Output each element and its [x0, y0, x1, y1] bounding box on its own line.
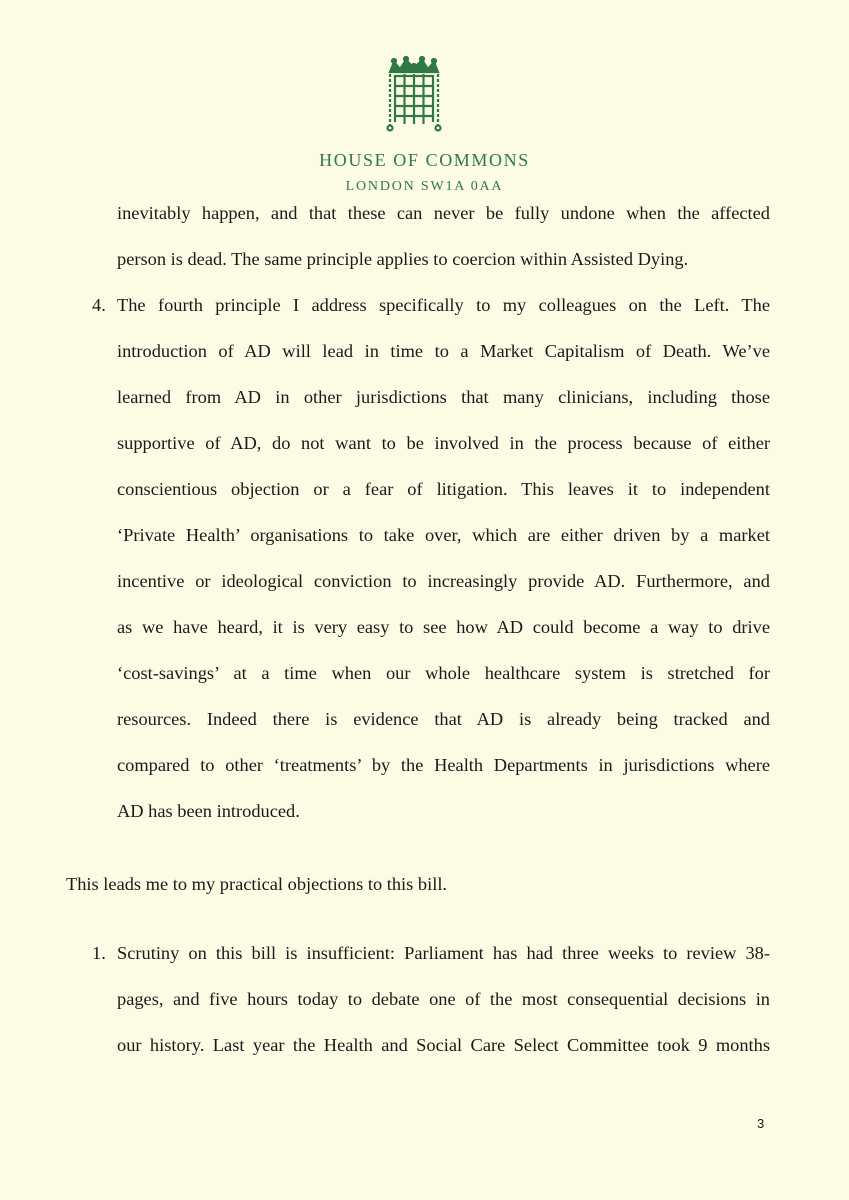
- objection-1-line: Scrutiny on this bill is insufficient: Parliament has had three weeks to review 38-: [117, 943, 770, 963]
- principle-4-line: ‘cost-savings’ at a time when our whole healthcare system is stretched for: [117, 663, 770, 683]
- list-number: 1.: [92, 943, 106, 963]
- list-number: 4.: [92, 295, 106, 315]
- principle-4-line: learned from AD in other jurisdictions that many clinicians, including those: [117, 387, 770, 407]
- principle-4-line: compared to other ‘treatments’ by the Health Departments in jurisdictions where: [117, 755, 770, 775]
- continuation-line: person is dead. The same principle applies to coercion within Assisted Dying.: [117, 249, 689, 269]
- house-title: HOUSE OF COMMONS: [319, 150, 530, 170]
- continuation-line: inevitably happen, and that these can never be fully undone when the affected: [117, 203, 770, 223]
- principle-4-line: supportive of AD, do not want to be involved in the process because of either: [117, 433, 770, 453]
- objection-1-line: pages, and five hours today to debate one of the most consequential decisions in: [117, 989, 770, 1009]
- principle-4-line: resources. Indeed there is evidence that AD is already being tracked and: [117, 709, 770, 729]
- principle-4-line: AD has been introduced.: [117, 801, 300, 821]
- portcullis-icon: [382, 56, 446, 132]
- principle-4-line: introduction of AD will lead in time to a Market Capitalism of Death. We’ve: [117, 341, 770, 361]
- page-number: 3: [757, 1116, 765, 1131]
- objection-1-line: our history. Last year the Health and Social Care Select Committee took 9 months: [117, 1035, 770, 1055]
- principle-4-line: as we have heard, it is very easy to see how AD could become a way to drive: [117, 617, 770, 637]
- principle-4-line: The fourth principle I address specifically to my colleagues on the Left. The: [117, 295, 770, 315]
- transition-sentence: This leads me to my practical objections to this bill.: [66, 874, 448, 894]
- principle-4-line: ‘Private Health’ organisations to take over, which are either driven by a market: [117, 525, 770, 545]
- house-address: LONDON SW1A 0AA: [345, 179, 504, 194]
- principle-4-line: conscientious objection or a fear of litigation. This leaves it to independent: [117, 479, 770, 499]
- principle-4-line: incentive or ideological conviction to increasingly provide AD. Furthermore, and: [117, 571, 770, 591]
